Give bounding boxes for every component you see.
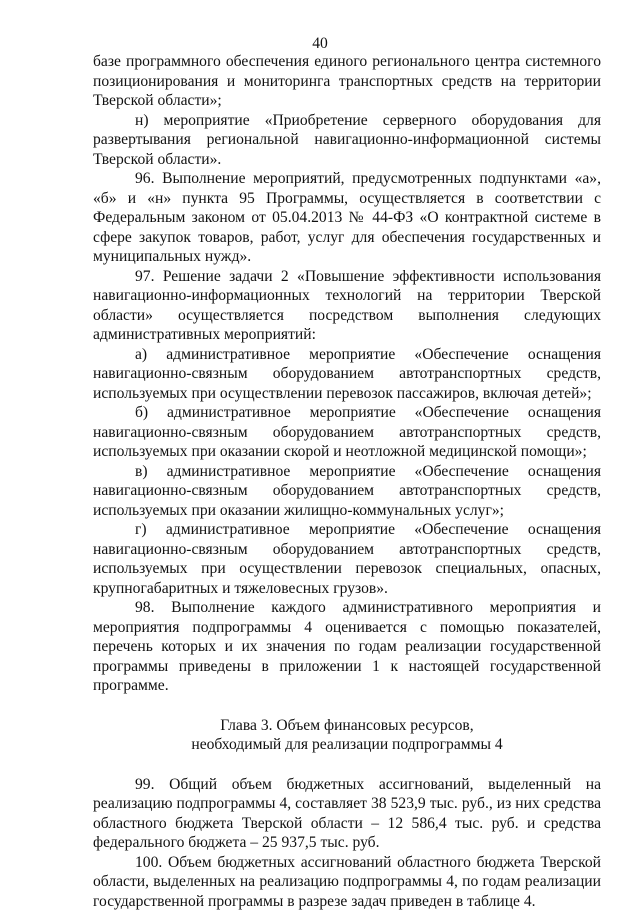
chapter-heading-line-2: необходимый для реализации подпрограммы 4 [93, 735, 601, 755]
paragraph-item-n: н) мероприятие «Приобретение серверного оборудования для развертывания региональной навигационно-информационной системы Тверской области». [93, 111, 601, 170]
paragraph-item-v: в) административное мероприятие «Обеспечение оснащения навигационно-связным оборудованием автотранспортных средств, используемых при оказании жилищно-коммунальных услуг»; [93, 462, 601, 521]
paragraph-continuation: базе программного обеспечения единого регионального центра системного позиционирования и мониторинга транспортных средств на территории Тверской области»; [93, 52, 601, 111]
chapter-heading-line-1: Глава 3. Объем финансовых ресурсов, [93, 716, 601, 736]
paragraph-item-a: а) административное мероприятие «Обеспечение оснащения навигационно-связным оборудованием автотранспортных средств, используемых при осуществлении перевозок пассажиров, включая детей»; [93, 345, 601, 404]
paragraph-100: 100. Объем бюджетных ассигнований областного бюджета Тверской области, выделенных на реализацию подпрограммы 4, по годам реализации государственной программы в разрезе задач приведен в таблице 4. [93, 853, 601, 911]
paragraph-96: 96. Выполнение мероприятий, предусмотренных подпунктами «а», «б» и «н» пункта 95 Программы, осуществляется в соответствии с Федеральным законом от 05.04.2013 № 44-ФЗ «О контрактной системе в сфере закупок товаров, работ, услуг для обеспечения государственных и муниципальных нужд». [93, 169, 601, 267]
page-number: 40 [0, 34, 640, 54]
document-body [93, 52, 601, 911]
paragraph-97: 97. Решение задачи 2 «Повышение эффективности использования навигационно-информационных технологий на территории Тверской области» осуществляется посредством выполнения следующих административных мероприятий: [93, 267, 601, 345]
paragraph-98: 98. Выполнение каждого административного мероприятия и мероприятия подпрограммы 4 оценивается с помощью показателей, перечень которых и их значения по годам реализации государственной программы приведены в приложении 1 к настоящей государственной программе. [93, 598, 601, 696]
paragraph-item-g: г) административное мероприятие «Обеспечение оснащения навигационно-связным оборудованием автотранспортных средств, используемых при осуществлении перевозок специальных, опасных, крупногабаритных и тяжеловесных грузов». [93, 520, 601, 598]
paragraph-item-b: б) административное мероприятие «Обеспечение оснащения навигационно-связным оборудованием автотранспортных средств, используемых при оказании скорой и неотложной медицинской помощи»; [93, 403, 601, 462]
paragraph-99: 99. Общий объем бюджетных ассигнований, выделенный на реализацию подпрограммы 4, составляет 38 523,9 тыс. руб., из них средства областного бюджета Тверской области – 12 586,4 тыс. руб. и средства федерального бюджета – 25 937,5 тыс. руб. [93, 775, 601, 853]
chapter-heading [93, 716, 601, 755]
